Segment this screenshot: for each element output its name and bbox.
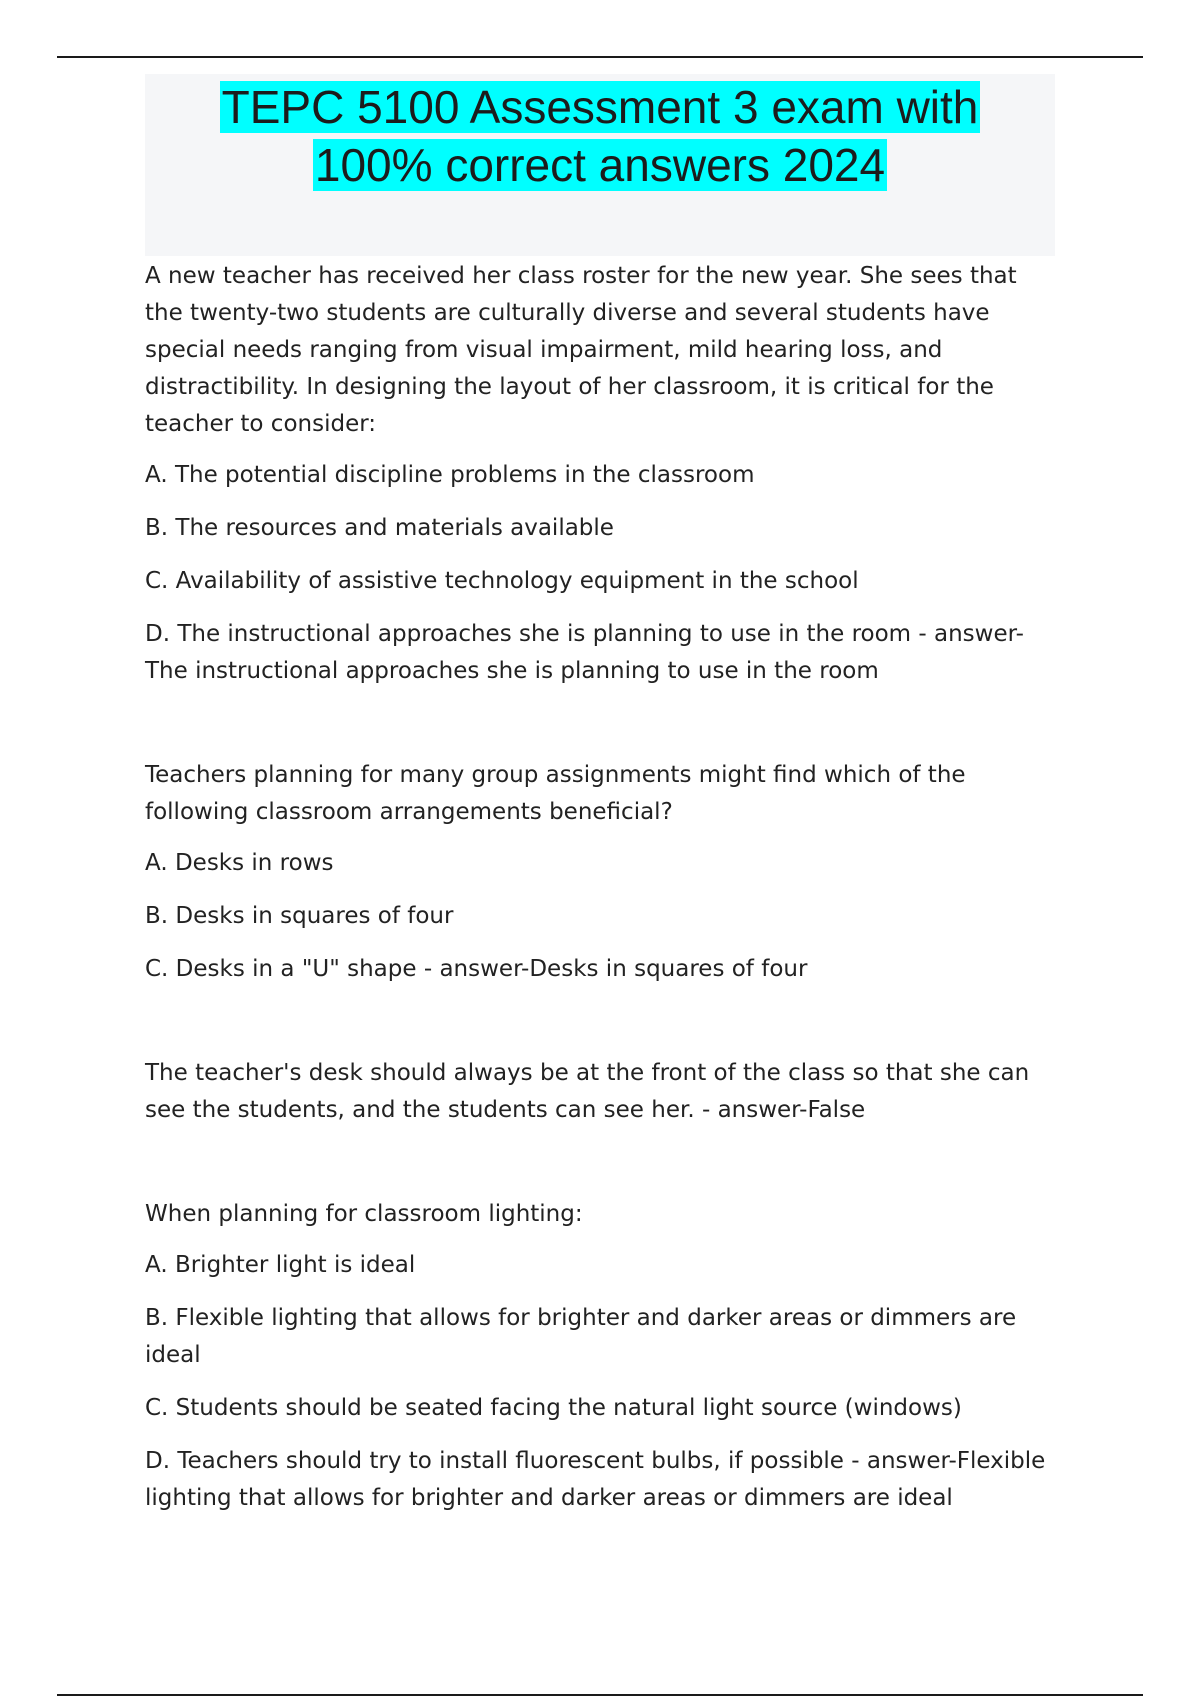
answer-option: B. The resources and materials available xyxy=(145,515,614,541)
answer-option: C. Desks in a "U" shape - answer-Desks in squares of four xyxy=(145,956,808,982)
top-rule xyxy=(57,56,1143,58)
title-line-1: TEPC 5100 Assessment 3 exam with xyxy=(221,81,979,133)
answer-option: D. Teachers should try to install fluorescent bulbs, if possible - answer-Flexible lighting that allows for brighter and darker areas or dimmers are ideal xyxy=(145,1448,1046,1511)
question-3 xyxy=(145,1055,1055,1129)
bottom-rule xyxy=(57,1694,1143,1696)
answer-option: C. Availability of assistive technology equipment in the school xyxy=(145,568,859,594)
question-4 xyxy=(145,1196,1055,1517)
answer-option: A. Brighter light is ideal xyxy=(145,1252,416,1278)
title-block xyxy=(145,74,1055,256)
answer-option: B. Flexible lighting that allows for brighter and darker areas or dimmers are ideal xyxy=(145,1305,1017,1368)
question-text: A new teacher has received her class roster for the new year. She sees that the twenty-two students are culturally diverse and several students have special needs ranging from visual impairment, mild hearing loss, and distractibility. In designing the layout of her classroom, it is critical for the teacher to consider: xyxy=(145,263,1017,437)
answer-option: A. The potential discipline problems in the classroom xyxy=(145,462,755,488)
answer-option: D. The instructional approaches she is planning to use in the room - answer-The instructional approaches she is planning to use in the room xyxy=(145,621,1024,684)
answer-option: A. Desks in rows xyxy=(145,850,334,876)
document-title xyxy=(145,74,1055,194)
spacer xyxy=(145,988,1055,1055)
question-1 xyxy=(145,258,1055,690)
question-text: When planning for classroom lighting: xyxy=(145,1201,583,1227)
spacer xyxy=(145,690,1055,757)
question-text: The teacher's desk should always be at the front of the class so that she can see the students, and the students can see her. - answer-False xyxy=(145,1060,1030,1123)
document-body xyxy=(145,258,1055,1517)
spacer xyxy=(145,1129,1055,1196)
question-text: Teachers planning for many group assignments might find which of the following classroom arrangements beneficial? xyxy=(145,762,966,825)
answer-option: B. Desks in squares of four xyxy=(145,903,454,929)
answer-option: C. Students should be seated facing the natural light source (windows) xyxy=(145,1395,962,1421)
question-2 xyxy=(145,757,1055,988)
title-line-2: 100% correct answers 2024 xyxy=(314,139,886,191)
